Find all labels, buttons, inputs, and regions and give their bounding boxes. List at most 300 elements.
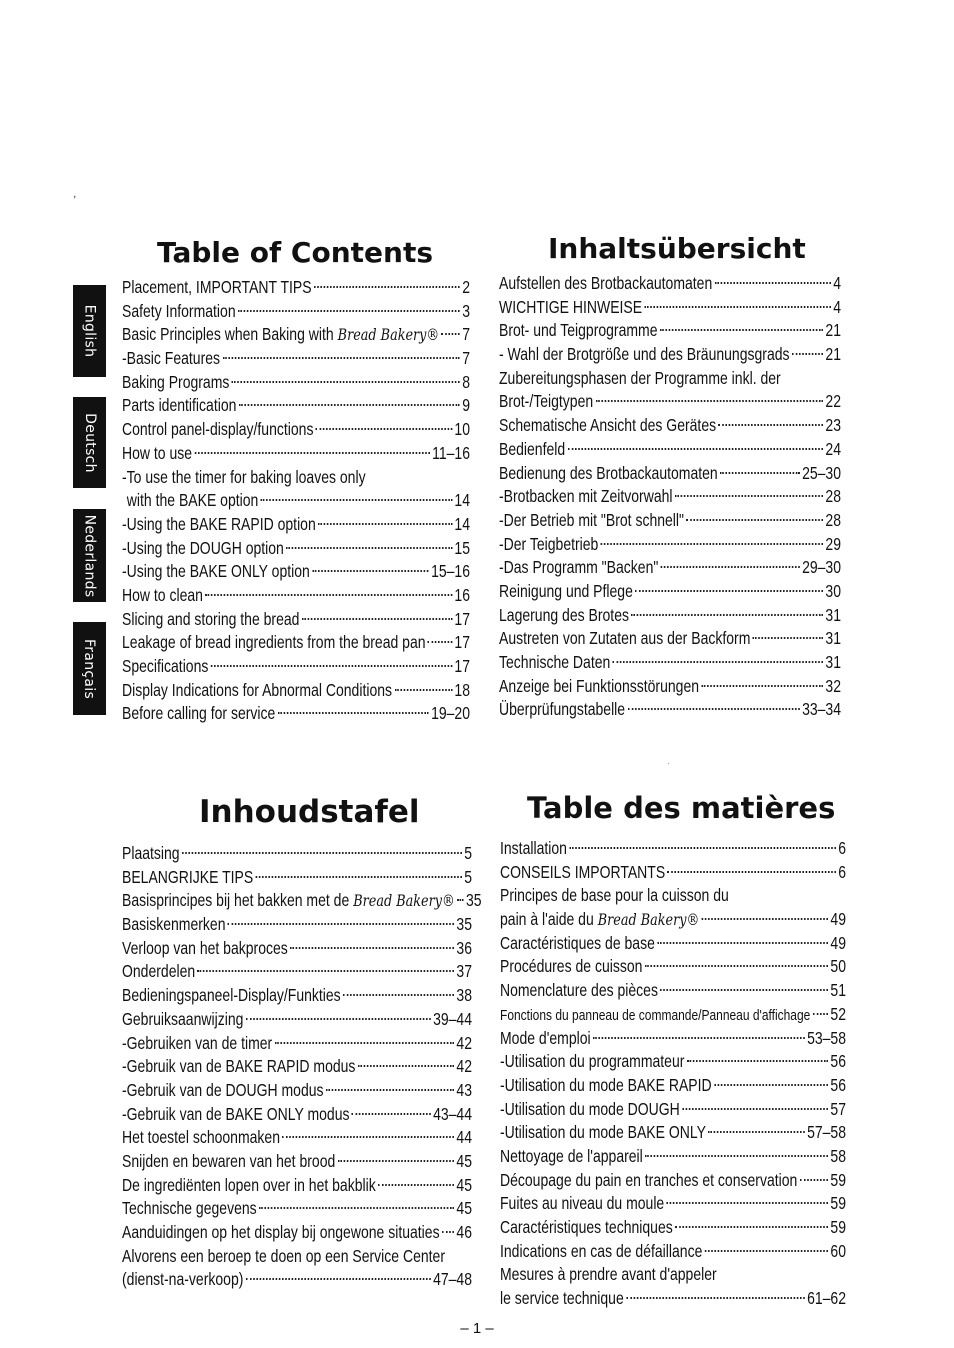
entry-label: Safety Information <box>122 300 236 321</box>
page-ref: 17 <box>454 632 470 653</box>
toc-entry <box>500 1027 846 1051</box>
dot-leader <box>338 1160 454 1162</box>
toc-list <box>499 272 841 722</box>
toc-entry <box>122 1032 472 1056</box>
toc-entry <box>500 1121 846 1145</box>
toc-entry <box>122 608 470 632</box>
toc-entry <box>500 1263 846 1287</box>
dot-leader <box>228 923 454 925</box>
dot-leader <box>675 495 823 497</box>
page-ref: 7 <box>462 348 470 369</box>
dot-leader <box>302 618 452 620</box>
entry-label: Principes de base pour la cuisson du <box>500 885 729 906</box>
entry-label: Bedieningspaneel-Display/Funkties <box>122 985 341 1006</box>
entry-label: Basisprincipes bij het bakken met de <box>122 890 350 911</box>
toc-entry <box>122 1008 472 1032</box>
entry-label: Onderdelen <box>122 961 196 982</box>
dot-leader <box>800 1179 828 1181</box>
page-ref: 31 <box>825 652 841 672</box>
toc-entry <box>122 489 470 513</box>
toc-entry <box>500 979 846 1003</box>
dot-leader <box>657 942 828 944</box>
dot-leader <box>232 381 460 383</box>
entry-label: Nettoyage de l'appareil <box>500 1145 643 1166</box>
entry-label: Anzeige bei Funktionsstörungen <box>499 675 700 696</box>
toc-entry <box>122 276 470 300</box>
dot-leader <box>222 357 459 359</box>
tab-english[interactable]: English <box>73 285 106 377</box>
dot-leader <box>246 1018 431 1020</box>
entry-label: Technische Daten <box>499 652 611 672</box>
toc-entry <box>499 414 841 438</box>
page-ref: 33–34 <box>802 699 841 720</box>
dot-leader <box>259 1207 454 1209</box>
dot-leader <box>394 689 452 691</box>
entry-label: WICHTIGE HINWEISE <box>499 296 643 317</box>
page-ref: 11–16 <box>432 442 470 463</box>
dot-leader <box>661 566 800 568</box>
page-ref: 30 <box>825 580 841 601</box>
entry-label: -Gebruiken van de timer <box>122 1032 273 1053</box>
section-german <box>499 230 841 722</box>
entry-label: Brot- und Teigprogramme <box>499 320 658 341</box>
page-ref: 42 <box>456 1056 472 1077</box>
dot-leader <box>358 1065 454 1067</box>
entry-label: CONSEILS IMPORTANTS <box>500 861 666 882</box>
entry-label: Slicing and storing the bread <box>122 608 300 629</box>
section-title: Inhoudstafel <box>199 794 420 830</box>
toc-entry <box>499 367 841 391</box>
toc-entry <box>500 884 846 908</box>
toc-entry <box>122 1126 472 1150</box>
entry-label: Snijden en bewaren van het brood <box>122 1150 336 1171</box>
tab-nederlands[interactable]: Nederlands <box>73 509 106 602</box>
dot-leader <box>593 1037 805 1039</box>
dot-leader <box>613 661 823 663</box>
entry-label: -Utilisation du mode BAKE ONLY <box>500 1122 706 1143</box>
entry-label: Aufstellen des Brotbackautomaten <box>499 273 713 293</box>
dot-leader <box>326 1089 454 1091</box>
toc-entry <box>122 584 470 608</box>
dot-leader <box>428 641 452 643</box>
toc-entry <box>122 679 470 703</box>
dot-leader <box>601 543 823 545</box>
toc-entry <box>499 272 841 296</box>
toc-entry <box>122 1055 472 1079</box>
section-dutch <box>122 790 482 1292</box>
entry-label: Before calling for service <box>122 703 276 724</box>
toc-list <box>122 842 482 1292</box>
toc-entry <box>499 462 841 486</box>
page-ref: 6 <box>838 861 846 882</box>
page-ref: 37 <box>456 961 472 982</box>
toc-entry <box>122 1245 472 1269</box>
dot-leader <box>318 523 452 525</box>
dot-leader <box>239 404 460 406</box>
entry-label: Caractéristiques techniques <box>500 1217 673 1237</box>
page-ref: 57 <box>830 1098 846 1119</box>
toc-entry <box>122 442 470 466</box>
toc-entry <box>122 347 470 371</box>
entry-label: - Wahl der Brotgröße und des Bräunungsgrads <box>499 344 790 365</box>
toc-entry <box>122 394 470 418</box>
dot-leader <box>314 286 460 288</box>
entry-label: pain à l'aide du <box>500 909 594 930</box>
dot-leader <box>645 965 828 967</box>
entry-label: Display Indications for Abnormal Conditions <box>122 679 393 700</box>
dot-leader <box>278 712 429 714</box>
toc-entry <box>122 513 470 537</box>
entry-label: Caractéristiques de base <box>500 932 655 953</box>
toc-entry <box>499 580 841 604</box>
page-ref: 46 <box>456 1222 472 1242</box>
page-ref: 24 <box>825 438 841 459</box>
dot-leader <box>198 970 454 972</box>
entry-label: Gebruiksaanwijzing <box>122 1008 244 1029</box>
toc-list <box>500 837 846 1311</box>
dot-leader <box>660 989 828 991</box>
entry-label: Specifications <box>122 656 209 676</box>
entry-label: -Using the DOUGH option <box>122 537 284 558</box>
entry-label: -To use the timer for baking loaves only <box>122 466 366 487</box>
page-ref: 52 <box>830 1003 846 1024</box>
page-ref: 53–58 <box>807 1027 846 1048</box>
page-ref: 21 <box>825 320 841 341</box>
entry-label: Découpage du pain en tranches et conservation <box>500 1169 798 1190</box>
page-ref: 5 <box>464 843 472 863</box>
dot-leader <box>715 282 831 284</box>
entry-label: -Using the BAKE RAPID option <box>122 513 316 534</box>
page-ref: 9 <box>462 395 470 416</box>
dot-leader <box>813 1013 828 1015</box>
dot-leader <box>261 499 452 501</box>
entry-label: Fonctions du panneau de commande/Panneau d'affichage <box>500 1006 811 1024</box>
entry-label: Basic Principles when Baking with <box>122 324 334 345</box>
dot-leader <box>667 1202 828 1204</box>
toc-entry <box>500 955 846 979</box>
dot-leader <box>282 1136 454 1138</box>
dot-leader <box>316 428 452 430</box>
page-ref: 45 <box>456 1198 472 1219</box>
page-ref: 22 <box>825 391 841 412</box>
dot-leader <box>290 947 454 949</box>
entry-label: Brot-/Teigtypen <box>499 391 594 412</box>
toc-entry <box>500 1216 846 1240</box>
page-ref: 51 <box>830 980 846 1001</box>
entry-label: How to clean <box>122 584 203 605</box>
section-french <box>500 787 846 1311</box>
entry-label: -Gebruik van de DOUGH modus <box>122 1079 324 1100</box>
page-ref: 49 <box>830 909 846 930</box>
entry-label: -Basic Features <box>122 348 221 369</box>
page-ref: 28 <box>825 486 841 507</box>
toc-entry <box>499 651 841 675</box>
page-ref: 43–44 <box>433 1103 472 1124</box>
toc-entry <box>500 908 846 932</box>
entry-label: How to use <box>122 442 193 463</box>
page-ref: 31 <box>825 628 841 649</box>
brand-name: Bread Bakery® <box>353 891 455 911</box>
stray-mark: , <box>73 186 77 200</box>
entry-label: Mode d'emploi <box>500 1027 591 1048</box>
entry-label: Bedienung des Brotbackautomaten <box>499 462 718 483</box>
page-ref: 58 <box>830 1145 846 1166</box>
page-ref: 28 <box>825 509 841 530</box>
dot-leader <box>569 847 835 849</box>
toc-entry <box>499 390 841 414</box>
page-ref: 39–44 <box>433 1008 472 1029</box>
page-ref: 29–30 <box>802 557 841 578</box>
page-ref: 45 <box>456 1174 472 1195</box>
dot-leader <box>719 424 824 426</box>
toc-entry <box>500 1192 846 1216</box>
dot-leader <box>211 665 452 667</box>
page-ref: 59 <box>830 1217 846 1237</box>
dot-leader <box>626 1297 805 1299</box>
toc-entry <box>499 296 841 320</box>
toc-entry <box>499 438 841 462</box>
page-ref: 59 <box>830 1169 846 1190</box>
page-ref: 10 <box>454 419 470 440</box>
dot-leader <box>682 1108 828 1110</box>
page-ref: 17 <box>454 656 470 676</box>
entry-label: Fuites au niveau du moule <box>500 1193 665 1214</box>
dot-leader <box>702 918 828 920</box>
page-ref: 57–58 <box>807 1122 846 1143</box>
toc-entry <box>500 1074 846 1098</box>
toc-entry <box>122 1103 472 1127</box>
entry-label: -Utilisation du programmateur <box>500 1051 685 1072</box>
dot-leader <box>312 570 428 572</box>
toc-entry <box>122 842 472 866</box>
page-ref: 44 <box>456 1127 472 1148</box>
dot-leader <box>182 852 462 854</box>
entry-label: Alvorens een beroep te doen op een Service Center <box>122 1245 445 1266</box>
entry-label: -Das Programm "Backen" <box>499 557 659 578</box>
dot-leader <box>701 685 823 687</box>
page-ref: 19–20 <box>431 703 470 724</box>
page-ref: 4 <box>833 273 841 293</box>
entry-label: Het toestel schoonmaken <box>122 1127 280 1148</box>
entry-label: Schematische Ansicht des Gerätes <box>499 415 717 436</box>
brand-name: Bread Bakery® <box>337 325 440 345</box>
dot-leader <box>194 452 429 454</box>
entry-label: Indications en cas de défaillance <box>500 1240 703 1261</box>
toc-entry <box>499 319 841 343</box>
dot-leader <box>645 1155 828 1157</box>
toc-entry <box>122 1079 472 1103</box>
toc-entry <box>122 1150 472 1174</box>
section-separator-dot: · <box>667 758 671 769</box>
toc-entry <box>500 1145 846 1169</box>
dot-leader <box>792 353 823 355</box>
dot-leader <box>457 899 463 901</box>
brand-name: Bread Bakery® <box>597 910 700 930</box>
page-ref: 42 <box>456 1032 472 1053</box>
page-ref: 36 <box>456 937 472 958</box>
toc-entry <box>122 1221 472 1245</box>
page-ref: 59 <box>830 1193 846 1214</box>
dot-leader <box>705 1250 828 1252</box>
toc-entry <box>500 1287 846 1311</box>
dot-leader <box>708 1131 804 1133</box>
toc-entry <box>499 509 841 533</box>
entry-label: -Der Betrieb mit "Brot schnell" <box>499 509 684 530</box>
dot-leader <box>378 1184 454 1186</box>
toc-entry <box>122 371 470 395</box>
page-number: – 1 – <box>460 1320 494 1337</box>
page-ref: 35 <box>465 890 482 911</box>
page-ref: 31 <box>825 604 841 625</box>
entry-label: Procédures de cuisson <box>500 956 643 977</box>
entry-label: (dienst-na-verkoop) <box>122 1269 244 1290</box>
toc-entry <box>500 837 846 861</box>
entry-label: Überprüfungstabelle <box>499 699 626 720</box>
entry-label: Aanduidingen op het display bij ongewone situaties <box>122 1222 440 1242</box>
page-ref: 18 <box>454 679 470 700</box>
toc-entry <box>122 889 482 913</box>
page-ref: 6 <box>838 838 846 858</box>
entry-label: Nomenclature des pièces <box>500 980 658 1001</box>
entry-label: Plaatsing <box>122 843 180 863</box>
entry-label: Installation <box>500 838 567 858</box>
toc-entry <box>499 485 841 509</box>
dot-leader <box>714 1084 828 1086</box>
entry-label: le service technique <box>500 1288 624 1309</box>
entry-label: Control panel-display/functions <box>122 419 314 440</box>
page-ref: 21 <box>825 344 841 365</box>
page-ref: 5 <box>464 866 472 887</box>
dot-leader <box>635 590 823 592</box>
entry-label: Bedienfeld <box>499 438 566 459</box>
page-ref: 14 <box>454 513 470 534</box>
toc-entry <box>500 1003 846 1027</box>
dot-leader <box>256 876 462 878</box>
toc-entry <box>122 466 470 490</box>
entry-label: Reinigung und Pflege <box>499 580 633 601</box>
toc-entry <box>122 1174 472 1198</box>
toc-entry <box>499 627 841 651</box>
tab-deutsch[interactable]: Deutsch <box>73 397 106 488</box>
dot-leader <box>286 547 452 549</box>
entry-label: Austreten von Zutaten aus der Backform <box>499 628 751 649</box>
page-ref: 16 <box>454 584 470 605</box>
dot-leader <box>675 1226 828 1228</box>
page-ref: 49 <box>830 932 846 953</box>
toc-entry <box>500 1240 846 1264</box>
tab-francais[interactable]: Français <box>73 622 106 715</box>
toc-entry <box>122 984 472 1008</box>
page-ref: 2 <box>462 277 470 297</box>
page-ref: 38 <box>456 985 472 1006</box>
entry-label: Basiskenmerken <box>122 914 226 935</box>
page-ref: 45 <box>456 1150 472 1171</box>
page-ref: 56 <box>830 1051 846 1072</box>
dot-leader <box>596 400 823 402</box>
page-ref: 7 <box>462 324 470 345</box>
entry-label: with the BAKE option <box>126 490 259 511</box>
toc-entry <box>122 418 470 442</box>
toc-entry <box>499 675 841 699</box>
toc-entry <box>122 323 470 347</box>
toc-entry <box>122 300 470 324</box>
dot-leader <box>753 637 823 639</box>
dot-leader <box>442 333 460 335</box>
dot-leader <box>631 614 823 616</box>
toc-entry <box>499 698 841 722</box>
dot-leader <box>442 1231 454 1233</box>
section-title: Table of Contents <box>157 236 434 269</box>
page-ref: 61–62 <box>807 1288 846 1309</box>
dot-leader <box>668 871 836 873</box>
toc-list <box>122 276 470 726</box>
entry-label: BELANGRIJKE TIPS <box>122 866 254 887</box>
dot-leader <box>687 1060 828 1062</box>
toc-entry <box>122 537 470 561</box>
toc-entry <box>500 1098 846 1122</box>
toc-entry <box>499 556 841 580</box>
entry-label: Mesures à prendre avant d'appeler <box>500 1264 717 1285</box>
toc-entry <box>499 343 841 367</box>
entry-label: -Utilisation du mode DOUGH <box>500 1098 680 1119</box>
dot-leader <box>627 708 799 710</box>
dot-leader <box>686 519 823 521</box>
page-ref: 43 <box>456 1079 472 1100</box>
page-ref: 3 <box>462 300 470 321</box>
dot-leader <box>343 994 454 996</box>
page-ref: 35 <box>456 914 472 935</box>
dot-leader <box>205 594 452 596</box>
page-ref: 15–16 <box>431 561 470 582</box>
page-ref: 47–48 <box>433 1269 472 1290</box>
dot-leader <box>568 448 823 450</box>
page-ref: 17 <box>454 608 470 629</box>
toc-entry <box>122 1197 472 1221</box>
entry-label: De ingrediënten lopen over in het bakblik <box>122 1174 376 1195</box>
page-ref: 14 <box>454 490 470 511</box>
dot-leader <box>238 310 460 312</box>
entry-label: -Brotbacken mit Zeitvorwahl <box>499 486 673 507</box>
section-title: Table des matières <box>527 791 836 825</box>
page-ref: 25–30 <box>802 462 841 483</box>
dot-leader <box>246 1278 431 1280</box>
dot-leader <box>720 472 800 474</box>
entry-label: -Using the BAKE ONLY option <box>122 561 310 582</box>
toc-entry <box>500 1050 846 1074</box>
toc-entry <box>500 861 846 885</box>
entry-label: -Utilisation du mode BAKE RAPID <box>500 1074 712 1095</box>
toc-entry <box>122 937 472 961</box>
page-ref: 32 <box>825 675 841 696</box>
entry-label: -Gebruik van de BAKE RAPID modus <box>122 1056 356 1077</box>
toc-entry <box>122 655 470 679</box>
entry-label: Zubereitungsphasen der Programme inkl. der <box>499 367 781 388</box>
entry-label: Placement, IMPORTANT TIPS <box>122 277 312 297</box>
toc-entry <box>122 702 470 726</box>
page-ref: 50 <box>830 956 846 977</box>
page-ref: 60 <box>830 1240 846 1261</box>
section-english <box>122 233 470 726</box>
toc-entry <box>122 631 470 655</box>
toc-entry <box>500 932 846 956</box>
page-ref: 4 <box>833 296 841 317</box>
entry-label: Lagerung des Brotes <box>499 604 629 625</box>
dot-leader <box>352 1113 431 1115</box>
entry-label: Leakage of bread ingredients from the bread pan <box>122 632 426 653</box>
page-ref: 56 <box>830 1074 846 1095</box>
page-ref: 15 <box>454 537 470 558</box>
page-ref: 23 <box>825 415 841 436</box>
